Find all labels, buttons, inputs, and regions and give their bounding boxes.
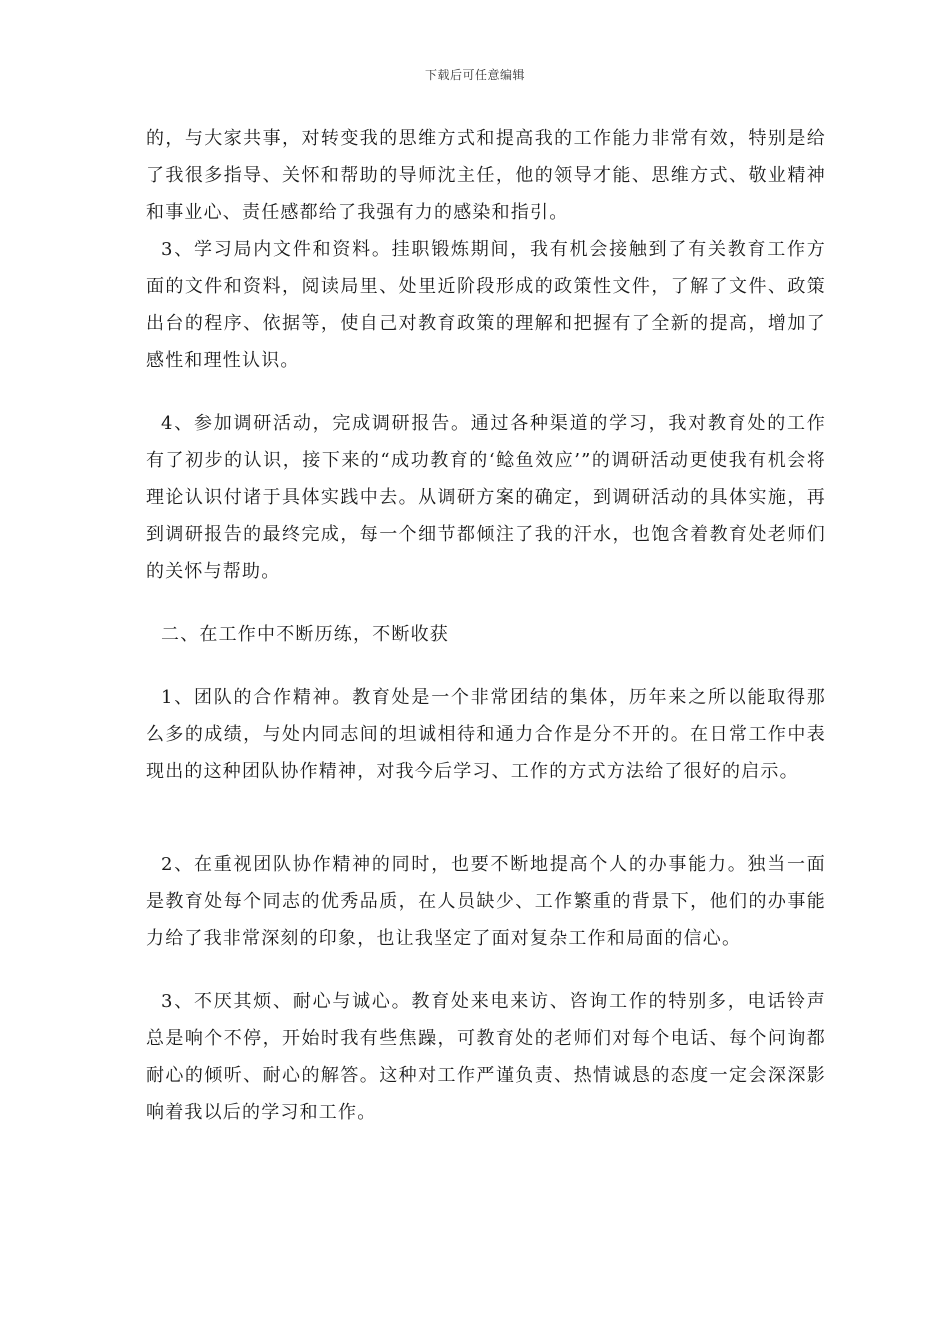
paragraph-item-2-ability: 2、在重视团队协作精神的同时，也要不断地提高个人的办事能力。独当一面是教育处每个同志的优秀品质，在人员缺少、工作繁重的背景下，他们的办事能力给了我非常深刻的印象，也让我坚定了面对复杂工作和局面的信心。	[146, 854, 826, 949]
paragraph-spacer	[146, 590, 826, 616]
paragraph-spacer	[146, 790, 826, 846]
paragraph-item-3-study-documents: 3、学习局内文件和资料。挂职锻炼期间，我有机会接触到了有关教育工作方面的文件和资料，阅读局里、处里近阶段形成的政策性文件，了解了文件、政策出台的程序、依据等，使自己对教育政策的理解和把握有了全新的提高，增加了感性和理性认识。	[146, 239, 826, 371]
paragraph-continuation: 的，与大家共事，对转变我的思维方式和提高我的工作能力非常有效，特别是给了我很多指导、关怀和帮助的导师沈主任，他的领导才能、思维方式、敬业精神和事业心、责任感都给了我强有力的感染和指引。	[146, 128, 826, 223]
paragraph-item-4-research: 4、参加调研活动，完成调研报告。通过各种渠道的学习，我对教育处的工作有了初步的认识，接下来的“成功教育的‘鲶鱼效应’”的调研活动更使我有机会将理论认识付诸于具体实践中去。从调研方案的确定，到调研活动的具体实施，再到调研报告的最终完成，每一个细节都倾注了我的汗水，也饱含着教育处老师们的关怀与帮助。	[146, 413, 826, 582]
document-body	[146, 120, 826, 1131]
paragraph-spacer	[146, 379, 826, 405]
paragraph-spacer	[146, 957, 826, 983]
paragraph-spacer	[146, 653, 826, 679]
page-header: 下载后可任意编辑	[424, 68, 525, 82]
paragraph-item-1-teamwork: 1、团队的合作精神。教育处是一个非常团结的集体，历年来之所以能取得那么多的成绩，与处内同志间的坦诚相待和通力合作是分不开的。在日常工作中表现出的这种团队协作精神，对我今后学习、工作的方式方法给了很好的启示。	[146, 687, 826, 782]
section-heading-2: 二、在工作中不断历练，不断收获	[161, 624, 449, 645]
paragraph-item-3-patience: 3、不厌其烦、耐心与诚心。教育处来电来访、咨询工作的特别多，电话铃声总是响个不停，开始时我有些焦躁，可教育处的老师们对每个电话、每个问询都耐心的倾听、耐心的解答。这种对工作严谨负责、热情诚恳的态度一定会深深影响着我以后的学习和工作。	[146, 991, 826, 1123]
